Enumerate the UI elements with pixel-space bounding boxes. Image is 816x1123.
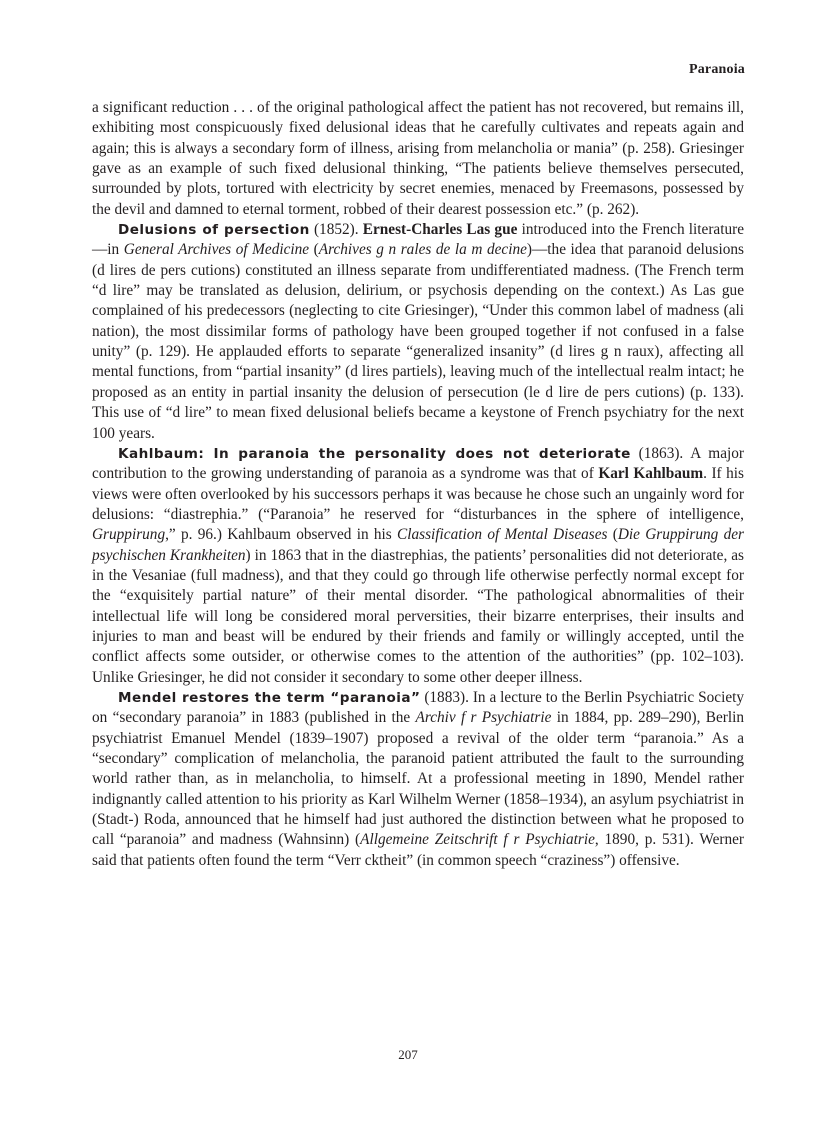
italic-title: Die Gruppirung der psychischen Krankheiten <box>92 526 745 564</box>
italic-title: General Archives of Medicine <box>123 241 310 259</box>
bold-name: Ernest-Charles Las gue <box>362 221 518 239</box>
text-run: introduced into the French literature—in <box>92 221 745 259</box>
text-run: (1883). In a lecture to the Berlin Psychiatric Society on “secondary paranoia” in 1883 (published in the <box>92 688 745 727</box>
running-head: Paranoia <box>688 62 745 77</box>
page-number: 207 <box>398 1047 418 1062</box>
paragraph <box>92 220 744 444</box>
body-text <box>92 98 744 871</box>
text-run: ( <box>607 526 618 544</box>
italic-title: Classification of Mental Diseases <box>397 526 608 544</box>
run-in-heading: Kahlbaum: In paranoia the personality does not deteriorate <box>118 445 631 462</box>
text-run: ,” p. 96.) Kahlbaum observed in his <box>165 526 398 544</box>
italic-title: Allgemeine Zeitschrift f r Psychiatrie <box>360 831 595 849</box>
italic-title: Archives g n rales de la m decine <box>318 241 527 259</box>
text-run: ) in 1863 that in the diastrephias, the patients’ personalities did not deteriorate, as in the Vesaniae (full madness), and that they could go through life otherwise perfectly normal except for the “exquisitely partial nature” of their mental disorder. “The pathological abnormalities of their intellectual life will long be considered moral perversities, their bizarre enterprises, their insults and injuries to man and beast will be endured by their friends and family or willingly accepted, until the conflict affects some outsider, or otherwise comes to the attention of the authorities” (pp. 102–103). Unlike Griesinger, he did not consider it secondary to some other deeper illness. <box>92 546 744 686</box>
text-run: , 1890, p. 531). Werner said that patients often found the term “Verr cktheit” (in common speech “craziness”) offensive. <box>92 831 744 869</box>
run-in-heading: Delusions of persection <box>118 222 310 239</box>
paragraph <box>92 444 744 688</box>
text-run: (1852). <box>309 221 363 239</box>
text-run: ( <box>309 241 319 259</box>
paragraph <box>92 688 744 871</box>
italic-title: Gruppirung <box>92 526 166 544</box>
run-in-heading: Mendel restores the term “paranoia” <box>118 689 421 706</box>
paragraph <box>92 98 744 220</box>
text-run: . If his views were often overlooked by his successors perhaps it was because he chose such an ungainly word for delusions: “diastrephia.” (“Paranoia” he reserved for “disturbances in the sphere of intelligence, <box>92 465 744 523</box>
text-run: (1863). A major contribution to the growing understanding of paranoia as a syndrome was that of <box>92 444 744 483</box>
text-run: a significant reduction . . . of the original pathological affect the patient has not recovered, but remains ill, exhibiting most conspicuously fixed delusional ideas that he carefully cultivates and repeats again and again; this is always a secondary form of illness, arising from melancholia or mania” (p. 258). Griesinger gave as an example of such fixed delusional thinking, “The patients believe themselves persecuted, surrounded by plots, tortured with electricity by secret enemies, menaced by Freemasons, possessed by the devil and damned to eternal torment, robbed of their dearest possession etc.” (p. 262). <box>92 99 744 218</box>
italic-title: Archiv f r Psychiatrie <box>415 709 552 727</box>
bold-name: Karl Kahlbaum <box>598 465 704 483</box>
text-run: )—the idea that paranoid delusions (d lires de pers cutions) constituted an illness separate from undifferentiated madness. (The French term “d lire” may be translated as delusion, delirium, or psychosis depending on the context.) As Las gue complained of his predecessors (neglecting to cite Griesinger), “Under this common label of madness (ali nation), the most dissimilar forms of pathology have been grouped together if not confused in a false unity” (p. 129). He applauded efforts to separate “generalized insanity” (d lires g n raux), affecting all mental functions, from “partial insanity” (d lires partiels), leaving much of the intellectual realm intact; he proposed as an entity in partial insanity the delusion of persecution (le d lire de pers cutions) (p. 133). This use of “d lire” to mean fixed delusional beliefs became a keystone of French psychiatry for the next 100 years. <box>92 241 744 442</box>
text-run: in 1884, pp. 289–290), Berlin psychiatrist Emanuel Mendel (1839–1907) proposed a revival of the older term “paranoia.” As a “secondary” complication of melancholia, the paranoid patient attributed the fault to the surrounding world rather than, as in melancholia, to himself. At a professional meeting in 1890, Mendel rather indignantly called attention to his priority as Karl Wilhelm Werner (1858–1934), an asylum psychiatrist in (Stadt-) Roda, announced that he himself had just authored the distinction between what he proposed to call “paranoia” and madness (Wahnsinn) ( <box>92 709 744 849</box>
